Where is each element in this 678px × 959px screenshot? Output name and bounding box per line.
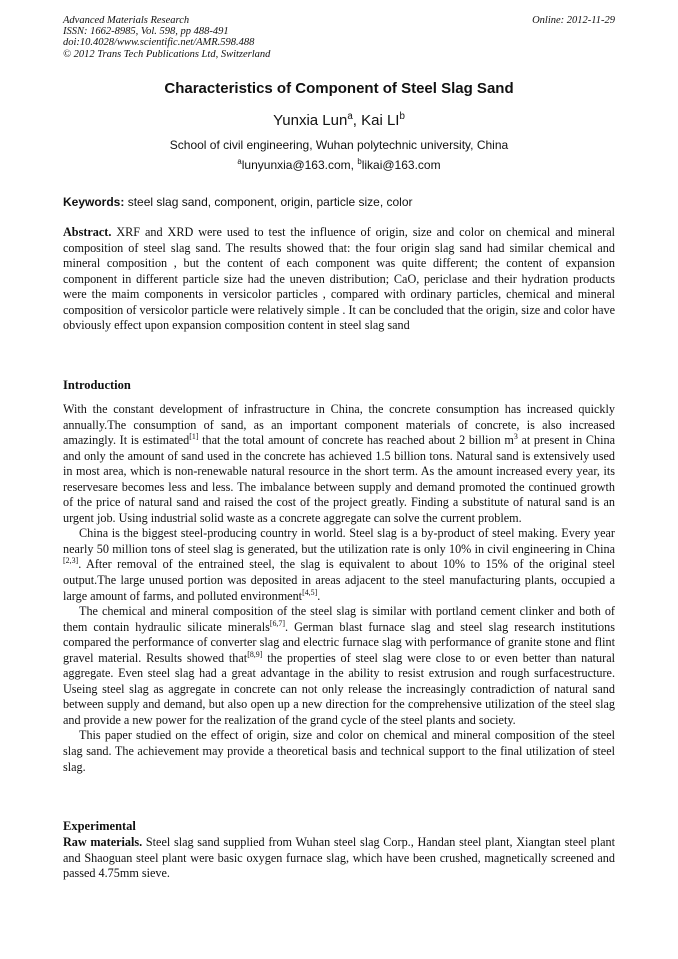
intro-p3-text-3: the properties of steel slag were close to or even better than natural aggregate. Even steel slag had a great advantage in the ability to resist extrusion and rough surfacestructure. Useing steel slag as aggregate in concrete can not only release the increasingly contradiction of natural sand between supply and demand, but also open up a new direction for the comprehensive utilization of the steel slag and provide a new power for the realization of the grand cycle of the steel plants and society. [63, 650, 615, 727]
email-a-marker: a [237, 157, 242, 166]
keywords-text: steel slag sand, component, origin, particle size, color [124, 195, 413, 209]
journal-header [63, 15, 615, 60]
abstract [63, 225, 615, 334]
intro-p2-text-3: . [317, 588, 321, 603]
email-b: likai@163.com [361, 158, 441, 172]
email-a: lunyunxia@163.com [241, 158, 351, 172]
author-2-marker: b [399, 111, 405, 122]
issn-line: ISSN: 1662-8985, Vol. 598, pp 488-491 [63, 26, 229, 38]
intro-p1-text-2: that the total amount of concrete has reached about 2 billion m [198, 433, 514, 448]
intro-p2-text-1: China is the biggest steel-producing country in world. Steel slag is a by-product of steel making. Every year nearly 50 million tons of steel slag is generated, but the utilization rate is only 10% in civil engineering in China [63, 526, 615, 556]
keywords-label: Keywords: [63, 195, 125, 209]
author-line [0, 112, 678, 129]
abstract-text: XRF and XRD were used to test the influence of origin, size and color on chemical and mineral composition of steel slag sand. The results showed that: the four origin slag sand had similar chemical and mineral composition , but the content of each component was quite different; the content of expansion component in different particle size had the uneven distribution; CaO, periclase and their hydration products were the maim components in versicolor particles , compared with ordinary particles, chemical and mineral composition of versicolor particle were relatively simple . It can be concluded that the origin, size and color have obviously effect upon expansion composition content in steel slag sand [63, 225, 615, 333]
intro-p1-text-1: With the constant development of infrastructure in China, the concrete consumption has increased quickly annually.The consumption of sand, as an important component materials of concrete, is also increased amazingly. It is estimated [63, 402, 615, 448]
copyright-line: © 2012 Trans Tech Publications Ltd, Switzerland [63, 48, 271, 60]
email-line [0, 158, 678, 172]
journal-name: Advanced Materials Research [63, 15, 190, 26]
cubic-superscript: 3 [513, 432, 518, 442]
intro-p3-text-2: . German blast furnace slag and steel slag research institutions compared the performance of converter slag and electric furnace slag with performance of granite stone and flint gravel material. Results showed that [63, 619, 615, 665]
introduction-body [63, 402, 615, 775]
intro-paragraph-2 [63, 526, 615, 604]
email-b-marker: b [357, 157, 362, 166]
author-1-marker: a [347, 111, 353, 122]
intro-paragraph-4: This paper studied on the effect of origin, size and color on chemical and mineral composition of the steel slag sand. The achievement may provide a theoretical basis and technical support to the final utilization of steel slag. [63, 728, 615, 774]
author-separator: , [352, 112, 362, 129]
email-separator: , [350, 158, 358, 172]
citation-1: [1] [189, 432, 199, 442]
raw-materials-paragraph [63, 835, 615, 882]
citation-6-7: [6,7] [269, 618, 286, 628]
keywords [63, 195, 615, 209]
citation-4-5: [4,5] [302, 587, 318, 597]
raw-materials-text: Steel slag sand supplied from Wuhan steel slag Corp., Handan steel plant, Xiangtan steel plant and Shaoguan steel plant were basic oxygen furnace slag, which have been crushed, magnetically screened and passed 4.75mm sieve. [63, 835, 615, 881]
author-2-name: Kai LI [361, 112, 400, 129]
online-date: Online: 2012-11-29 [532, 15, 615, 26]
introduction-heading: Introduction [63, 378, 131, 392]
citation-8-9: [8,9] [247, 649, 263, 659]
abstract-label: Abstract. [63, 225, 112, 239]
paper-title: Characteristics of Component of Steel Slag Sand [164, 80, 514, 97]
raw-materials-label: Raw materials. [63, 835, 143, 849]
experimental-heading: Experimental [63, 819, 136, 833]
intro-paragraph-3 [63, 604, 615, 728]
citation-2-3: [2,3] [63, 556, 79, 566]
intro-p2-text-2: . After removal of the entrained steel, the slag is equivalent to about 10% to 15% of the original steel output.The large unused portion was deposited in areas adjacent to the steel manufacturing plants, occupied a large amount of farms, and polluted environment [63, 557, 615, 603]
intro-p1-text-3: at present in China and only the amount of sand used in the concrete has achieved 1.5 billion tons. Natural sand is extensively used in most area, which is non-renewable natural resource in the short term. As the amount increased every year, its reservesare becomes less and less. The imbalance between supply and demand promoted the continued growth of the price of natural sand and raised the cost of the project greatly. Finding a substitute of natural sand is an urgent job. Using industrial solid waste as a concrete aggregate can solve the current problem. [63, 433, 615, 525]
intro-p3-text-1: The chemical and mineral composition of the steel slag is similar with portland cement clinker and both of them contain hydraulic silicate minerals [63, 604, 615, 634]
author-1-name: Yunxia Lun [273, 112, 348, 129]
affiliation: School of civil engineering, Wuhan polytechnic university, China [169, 138, 509, 152]
doi-line: doi:10.4028/www.scientific.net/AMR.598.488 [63, 37, 255, 49]
intro-paragraph-1 [63, 402, 615, 526]
